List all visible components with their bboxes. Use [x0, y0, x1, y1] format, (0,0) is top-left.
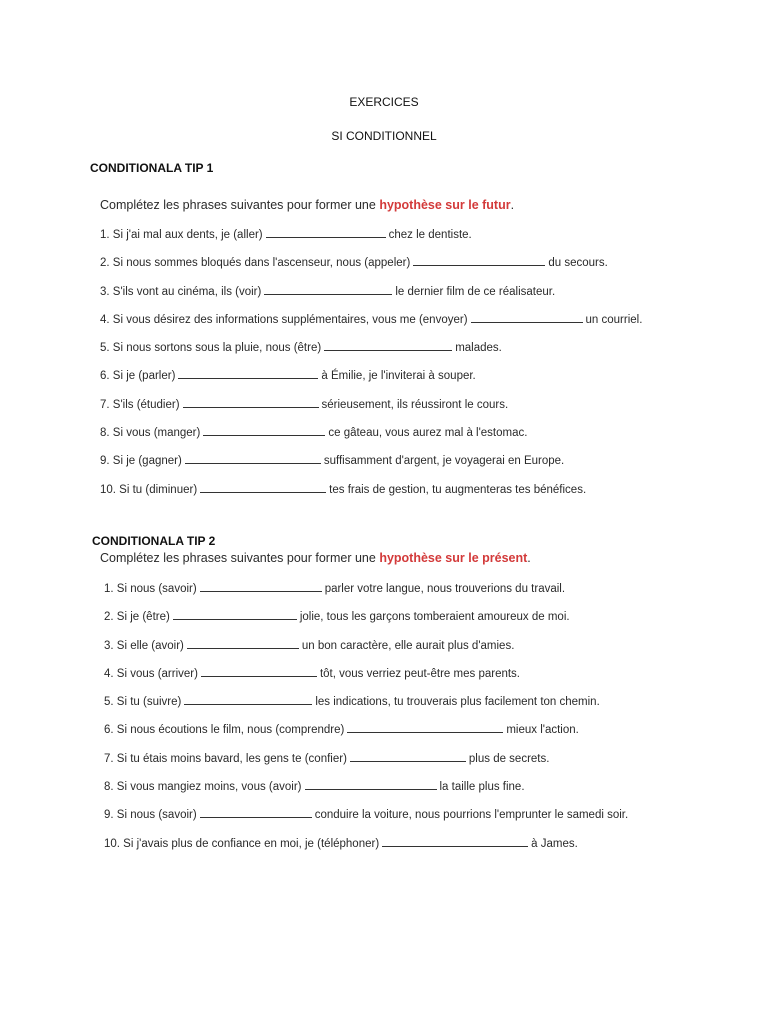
answer-blank[interactable]: [203, 424, 325, 436]
instruction-text: Complétez les phrases suivantes pour former une: [100, 551, 380, 565]
exercise-item: [100, 226, 642, 254]
exercise-item: [100, 311, 642, 339]
answer-blank[interactable]: [200, 580, 322, 592]
exercise-prompt: 9. Si je (gagner): [100, 455, 182, 468]
page-title: EXERCICES: [349, 95, 419, 109]
exercise-continuation: tes frais de gestion, tu augmenteras tes bénéfices.: [329, 483, 587, 496]
exercise-prompt: 3. S'ils vont au cinéma, ils (voir): [100, 285, 262, 298]
answer-blank[interactable]: [266, 226, 386, 238]
exercise-prompt: 2. Si nous sommes bloqués dans l'ascenseur, nous (appeler): [100, 257, 411, 270]
answer-blank[interactable]: [173, 608, 297, 620]
answer-blank[interactable]: [187, 637, 299, 649]
answer-blank[interactable]: [185, 452, 321, 464]
exercise-item: [100, 339, 642, 367]
exercise-continuation: à James.: [531, 837, 578, 850]
instruction-text: Complétez les phrases suivantes pour former une: [100, 198, 380, 212]
exercise-prompt: 10. Si tu (diminuer): [100, 483, 198, 496]
answer-blank[interactable]: [183, 396, 319, 408]
exercise-continuation: les indications, tu trouverais plus facilement ton chemin.: [315, 696, 600, 709]
exercise-prompt: 1. Si j'ai mal aux dents, je (aller): [100, 229, 263, 241]
instruction-suffix: .: [510, 198, 515, 212]
answer-blank[interactable]: [347, 721, 503, 733]
exercise-item: [100, 481, 642, 509]
exercise-prompt: 5. Si tu (suivre): [104, 696, 182, 709]
answer-blank[interactable]: [382, 835, 528, 847]
exercise-continuation: ce gâteau, vous aurez mal à l'estomac.: [328, 427, 528, 440]
exercise-continuation: la taille plus fine.: [439, 781, 525, 794]
page-subtitle: SI CONDITIONNEL: [331, 129, 437, 143]
exercise-prompt: 3. Si elle (avoir): [104, 639, 184, 652]
instruction-highlight: hypothèse sur le présent: [379, 551, 528, 565]
answer-blank[interactable]: [264, 283, 392, 295]
section2-instruction: [100, 551, 531, 565]
exercise-item: [104, 750, 628, 778]
exercise-continuation: chez le dentiste.: [388, 229, 472, 241]
answer-blank[interactable]: [201, 665, 317, 677]
instruction-highlight: hypothèse sur le futur: [379, 198, 511, 212]
exercise-continuation: plus de secrets.: [468, 752, 550, 765]
exercise-continuation: conduire la voiture, nous pourrions l'emprunter le samedi soir.: [314, 809, 629, 822]
exercise-item: [100, 367, 642, 395]
exercise-item: [104, 778, 628, 806]
section2-exercise-list: [104, 580, 628, 863]
exercise-prompt: 4. Si vous désirez des informations supplémentaires, vous me (envoyer): [100, 313, 468, 326]
exercise-item: [104, 721, 628, 749]
exercise-item: [100, 254, 642, 282]
exercise-prompt: 2. Si je (être): [104, 611, 170, 624]
exercise-item: [104, 806, 628, 834]
exercise-prompt: 6. Si je (parler): [100, 370, 176, 383]
exercise-continuation: un bon caractère, elle aurait plus d'amies.: [301, 639, 515, 652]
exercise-item: [104, 580, 628, 608]
exercise-continuation: malades.: [455, 342, 502, 355]
exercise-prompt: 10. Si j'avais plus de confiance en moi, je (téléphoner): [104, 837, 380, 850]
answer-blank[interactable]: [178, 367, 318, 379]
exercise-continuation: sérieusement, ils réussiront le cours.: [321, 398, 509, 411]
exercise-continuation: le dernier film de ce réalisateur.: [395, 285, 556, 298]
exercise-prompt: 8. Si vous mangiez moins, vous (avoir): [104, 781, 302, 794]
exercise-item: [104, 608, 628, 636]
section1-heading: CONDITIONALA TIP 1: [90, 161, 214, 175]
exercise-item: [104, 835, 628, 863]
answer-blank[interactable]: [200, 481, 326, 493]
answer-blank[interactable]: [305, 778, 437, 790]
exercise-item: [100, 283, 642, 311]
answer-blank[interactable]: [471, 311, 583, 323]
exercise-continuation: suffisamment d'argent, je voyagerai en Europe.: [323, 455, 565, 468]
exercise-prompt: 1. Si nous (savoir): [104, 583, 197, 595]
answer-blank[interactable]: [184, 693, 312, 705]
exercise-item: [100, 424, 642, 452]
exercise-continuation: mieux l'action.: [506, 724, 579, 737]
exercise-prompt: 5. Si nous sortons sous la pluie, nous (être): [100, 342, 322, 355]
exercise-item: [104, 665, 628, 693]
exercise-continuation: un courriel.: [585, 313, 643, 326]
exercise-continuation: parler votre langue, nous trouverions du travail.: [324, 583, 566, 595]
exercise-prompt: 7. Si tu étais moins bavard, les gens te (confier): [104, 752, 347, 765]
exercise-prompt: 6. Si nous écoutions le film, nous (comprendre): [104, 724, 345, 737]
instruction-suffix: .: [527, 551, 531, 565]
answer-blank[interactable]: [413, 254, 545, 266]
exercise-continuation: à Émilie, je l'inviterai à souper.: [321, 370, 476, 383]
exercise-item: [104, 693, 628, 721]
answer-blank[interactable]: [200, 806, 312, 818]
exercise-prompt: 7. S'ils (étudier): [100, 398, 180, 411]
section1-instruction: [100, 198, 514, 212]
exercise-continuation: jolie, tous les garçons tomberaient amoureux de moi.: [299, 611, 570, 624]
section1-exercise-list: [100, 226, 642, 509]
exercise-item: [104, 637, 628, 665]
exercise-prompt: 9. Si nous (savoir): [104, 809, 197, 822]
exercise-item: [100, 452, 642, 480]
section2-heading: CONDITIONALA TIP 2: [92, 534, 216, 548]
exercise-continuation: du secours.: [548, 257, 608, 270]
exercise-prompt: 4. Si vous (arriver): [104, 667, 198, 680]
exercise-item: [100, 396, 642, 424]
exercise-prompt: 8. Si vous (manger): [100, 427, 201, 440]
exercise-continuation: tôt, vous verriez peut-être mes parents.: [319, 667, 520, 680]
answer-blank[interactable]: [324, 339, 452, 351]
answer-blank[interactable]: [350, 750, 466, 762]
